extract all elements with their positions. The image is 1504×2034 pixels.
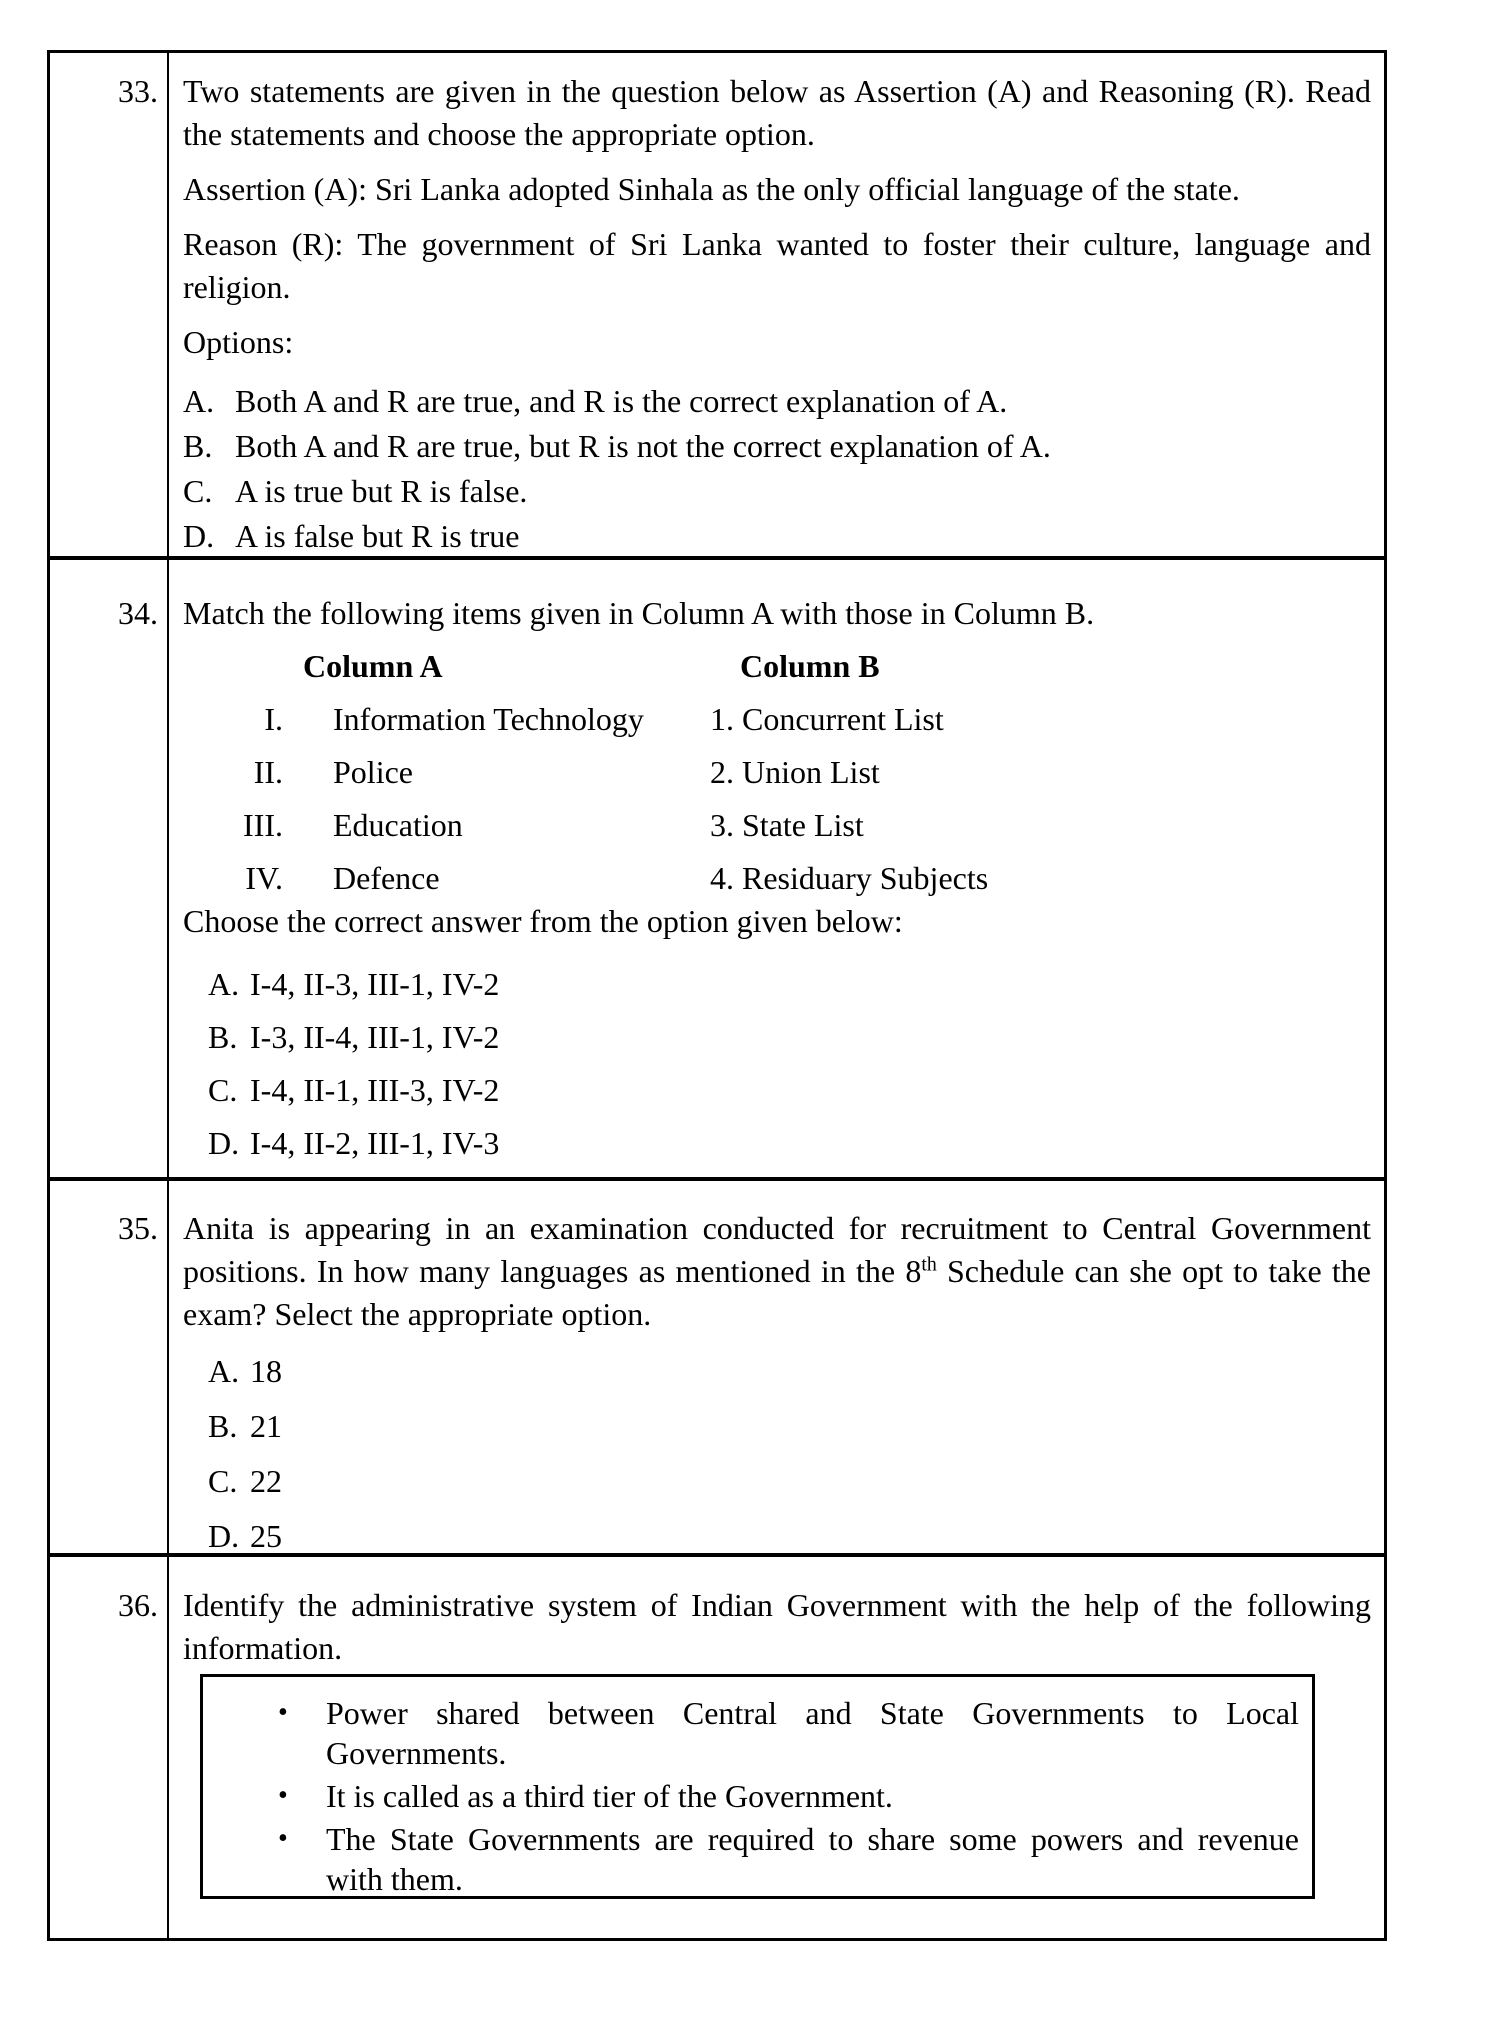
option-c — [208, 1460, 1371, 1503]
option-letter: C. — [208, 1463, 238, 1499]
option-text: 22 — [250, 1463, 282, 1499]
option-b — [183, 425, 1371, 468]
option-letter: C. — [208, 1072, 238, 1108]
options-label: Options: — [183, 324, 294, 360]
option-a — [183, 380, 1371, 423]
option-letter: A. — [208, 1353, 240, 1389]
bullet-text: Power shared between Central and State Governments to Local Governments. — [326, 1695, 1299, 1771]
option-letter: B. — [183, 428, 213, 464]
match-item-a: Information Technology — [333, 701, 644, 737]
match-row-1 — [183, 698, 1371, 741]
option-text: I-4, II-1, III-3, IV-2 — [250, 1072, 500, 1108]
match-row-2 — [183, 751, 1371, 794]
option-c — [208, 1069, 1371, 1112]
question-intro-text: Two statements are given in the question below as Assertion (A) and Reasoning (R). Read the statements and choose the appropriate option. — [183, 73, 1371, 152]
info-bullet-3 — [278, 1819, 1299, 1899]
match-roman-numeral: IV. — [245, 860, 283, 896]
match-table-header — [183, 645, 1371, 688]
question-number-cell — [50, 53, 169, 556]
bullet-icon: • — [278, 1697, 288, 1728]
question-table — [47, 50, 1387, 1941]
option-letter: C. — [183, 473, 213, 509]
question-content-cell — [169, 1181, 1384, 1553]
option-d — [208, 1122, 1371, 1165]
option-text: Both A and R are true, but R is not the correct explanation of A. — [235, 428, 1051, 464]
question-number-cell — [50, 1181, 169, 1553]
intro-text-before-superscript: Anita is appearing in an examination conducted for recruitment to Central Government positions. In how many languages as mentioned in the 8 — [183, 1210, 1371, 1289]
question-number-cell — [50, 1557, 169, 1938]
info-bullet-1 — [278, 1693, 1299, 1773]
option-text: 25 — [250, 1518, 282, 1554]
match-item-b: 3. State List — [710, 807, 864, 843]
question-row-34 — [50, 560, 1384, 1181]
question-intro-text: Match the following items given in Column A with those in Column B. — [183, 595, 1095, 631]
match-item-a: Education — [333, 807, 463, 843]
question-number-cell — [50, 560, 169, 1177]
column-a-header: Column A — [303, 648, 443, 684]
column-b-header: Column B — [740, 648, 880, 684]
question-number: 34. — [118, 595, 158, 631]
option-c — [183, 470, 1371, 513]
option-text: 18 — [250, 1353, 282, 1389]
options-list — [183, 1350, 1371, 1557]
match-item-b: 1. Concurrent List — [710, 701, 944, 737]
option-letter: A. — [208, 966, 240, 1002]
question-number: 36. — [118, 1587, 158, 1623]
option-letter: D. — [208, 1125, 240, 1161]
question-row-35 — [50, 1181, 1384, 1557]
options-list — [183, 380, 1371, 558]
assertion-text: Assertion (A): Sri Lanka adopted Sinhala as the only official language of the state. — [183, 171, 1240, 207]
option-text: I-4, II-2, III-1, IV-3 — [250, 1125, 500, 1161]
question-intro-text: Identify the administrative system of Indian Government with the help of the following information. — [183, 1587, 1371, 1666]
ordinal-superscript: th — [921, 1253, 937, 1276]
question-number: 33. — [118, 73, 158, 109]
option-letter: D. — [208, 1518, 240, 1554]
option-a — [208, 1350, 1371, 1393]
question-content-cell — [169, 53, 1384, 556]
option-d — [183, 515, 1371, 558]
reason-text: Reason (R): The government of Sri Lanka wanted to foster their culture, language and religion. — [183, 226, 1371, 305]
option-letter: B. — [208, 1019, 238, 1055]
option-text: 21 — [250, 1408, 282, 1444]
match-item-b: 2. Union List — [710, 754, 880, 790]
bullet-icon: • — [278, 1823, 288, 1854]
option-b — [208, 1405, 1371, 1448]
match-roman-numeral: I. — [264, 701, 283, 737]
option-letter: A. — [183, 383, 215, 419]
question-row-36 — [50, 1557, 1384, 1938]
match-item-a: Police — [333, 754, 413, 790]
option-text: I-3, II-4, III-1, IV-2 — [250, 1019, 500, 1055]
match-roman-numeral: III. — [243, 807, 283, 843]
question-row-33 — [50, 53, 1384, 560]
match-row-4 — [183, 857, 1371, 900]
option-a — [208, 963, 1371, 1006]
option-text: Both A and R are true, and R is the correct explanation of A. — [235, 383, 1008, 419]
question-number: 35. — [118, 1210, 158, 1246]
option-letter: D. — [183, 518, 215, 554]
choose-answer-label: Choose the correct answer from the option given below: — [183, 903, 903, 939]
bullet-text: It is called as a third tier of the Government. — [326, 1778, 893, 1814]
match-item-a: Defence — [333, 860, 440, 896]
match-roman-numeral: II. — [253, 754, 283, 790]
option-b — [208, 1016, 1371, 1059]
option-text: A is true but R is false. — [235, 473, 528, 509]
information-box — [200, 1674, 1315, 1899]
intro-text-after-superscript: Schedule can she opt to take the exam? Select the appropriate option. — [183, 1253, 1372, 1332]
question-content-cell — [169, 1557, 1384, 1938]
option-d — [208, 1515, 1371, 1557]
option-text: A is false but R is true — [235, 518, 520, 554]
question-content-cell — [169, 560, 1384, 1177]
bullet-icon: • — [278, 1780, 288, 1811]
info-bullet-2 — [278, 1776, 1293, 1816]
question-intro-text — [183, 1207, 1371, 1336]
option-text: I-4, II-3, III-1, IV-2 — [250, 966, 500, 1002]
match-item-b: 4. Residuary Subjects — [710, 860, 989, 896]
match-row-3 — [183, 804, 1371, 847]
bullet-text: The State Governments are required to share some powers and revenue with them. — [326, 1821, 1299, 1897]
option-letter: B. — [208, 1408, 238, 1444]
options-list — [183, 963, 1371, 1165]
